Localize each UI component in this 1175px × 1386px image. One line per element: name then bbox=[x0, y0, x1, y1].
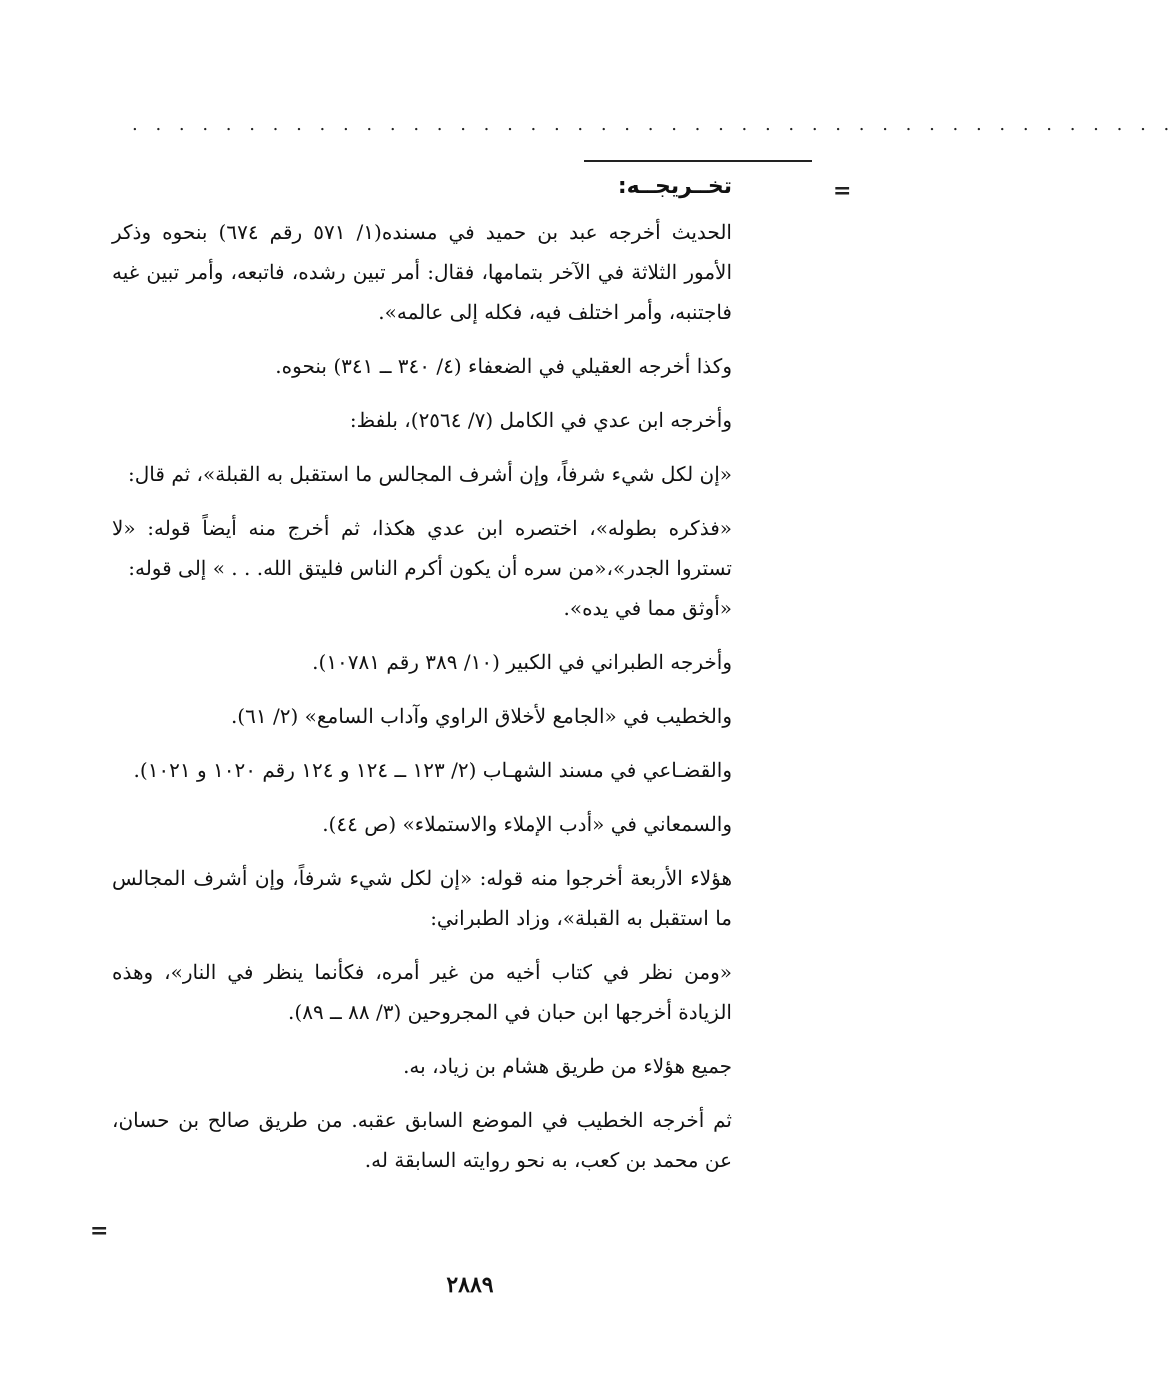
paragraph: هؤلاء الأربعة أخرجوا منه قوله: «إن لكل شيء شرفاً، وإن أشرف المجالس ما استقبل به القبلة»، وزاد الطبراني: bbox=[112, 866, 732, 930]
paragraph: جميع هؤلاء من طريق هشام بن زياد، به. bbox=[403, 1054, 732, 1078]
paragraph: «فذكره بطوله»، اختصره ابن عدي هكذا، ثم أخرج منه أيضاً قوله: «لا تستروا الجدر»،«من سره أن يكون أكرم الناس فليتق الله. . . » إلى قوله: bbox=[112, 516, 732, 580]
paragraph: والسمعاني في «أدب الإملاء والاستملاء» (ص ٤٤). bbox=[322, 812, 732, 836]
page-number: ٢٨٨٩ bbox=[446, 1272, 494, 1298]
paragraph: وأخرجه ابن عدي في الكامل (٧/ ٢٥٦٤)، بلفظ: bbox=[349, 408, 732, 432]
paragraph: وأخرجه الطبراني في الكبير (١٠/ ٣٨٩ رقم ١٠٧٨١). bbox=[312, 650, 732, 674]
paragraph: «إن لكل شيء شرفاً، وإن أشرف المجالس ما استقبل به القبلة»، ثم قال: bbox=[128, 462, 732, 486]
margin-mark-top: = bbox=[833, 178, 852, 204]
dotted-separator: . . . . . . . . . . . . . . . . . . . . . . . . . . . . . . . . . . . . . . . . . . . . . bbox=[132, 114, 1175, 135]
paragraph: «ومن نظر في كتاب أخيه من غير أمره، فكأنما ينظر في النار»، وهذه الزيادة أخرجها ابن حبان في المجروحين (٣/ ٨٨ ــ ٨٩). bbox=[112, 960, 732, 1024]
paragraph: والخطيب في «الجامع لأخلاق الراوي وآداب السامع» (٢/ ٦١). bbox=[230, 704, 732, 728]
footnote-rule bbox=[584, 160, 812, 162]
section-heading: تخــريجــه: bbox=[617, 174, 732, 199]
paragraph: «أوثق مما في يده». bbox=[563, 596, 732, 620]
paragraph: وكذا أخرجه العقيلي في الضعفاء (٤/ ٣٤٠ ــ ٣٤١) بنحوه. bbox=[275, 354, 732, 378]
paragraph: ثم أخرجه الخطيب في الموضع السابق عقبه. من طريق صالح بن حسان، عن محمد بن كعب، به نحو روايته السابقة له. bbox=[112, 1108, 732, 1172]
footnote-body bbox=[112, 212, 732, 1194]
margin-mark-bottom: = bbox=[90, 1218, 109, 1244]
paragraph: الحديث أخرجه عبد بن حميد في مسنده(١/ ٥٧١ رقم ٦٧٤) بنحوه وذكر الأمور الثلاثة في الآخر بتمامها، فقال: أمر تبين رشده، فاتبعه، وأمر تبين غيه فاجتنبه، وأمر اختلف فيه، فكله إلى عالمه». bbox=[112, 220, 732, 324]
paragraph: والقضـاعي في مسند الشهـاب (٢/ ١٢٣ ــ ١٢٤ و ١٢٤ رقم ١٠٢٠ و ١٠٢١). bbox=[133, 758, 732, 782]
